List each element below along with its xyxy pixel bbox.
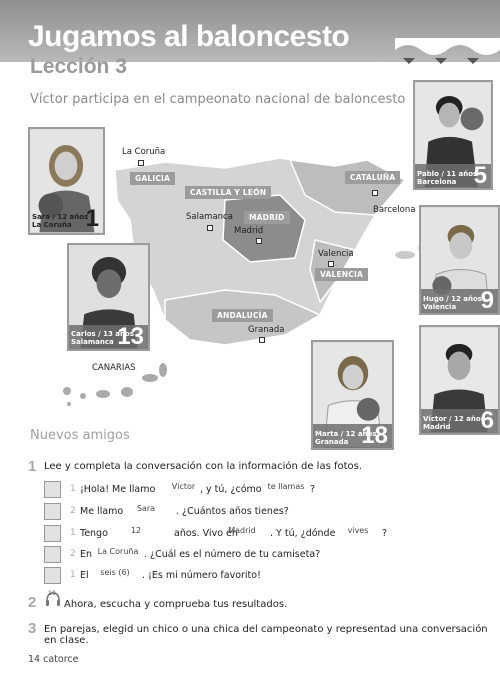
answer-blank[interactable]: 12 [130,526,142,535]
dialogue-text: ¡Hola! Me llamo [80,484,156,495]
avatar [44,525,61,542]
card-caption-name: Hugo / 12 años [423,295,482,303]
card-caption-name: Pablo / 11 años [417,170,478,178]
card-caption-name: Marta / 12 años [315,430,377,438]
city-marker [138,160,144,166]
answer-blank[interactable]: Sara [136,504,156,513]
lesson-label: Lección 3 [30,55,127,78]
card-jersey-number: 1 [85,205,99,232]
exercise-instruction: Lee y completa la conversación con la información de las fotos. [44,461,363,472]
answer-blank[interactable]: Madrid [228,526,256,535]
dialogue-row [44,481,464,501]
player-card-hugo [419,205,500,315]
player-card-pablo [413,80,493,190]
dialogue-row [44,525,464,545]
dialogue-text: En [80,549,93,560]
card-jersey-number: 9 [480,287,494,314]
dialogue-text: . ¡Es mi número favorito! [142,570,261,581]
exercise-number: 1 [28,458,37,475]
region-castilla: CASTILLA Y LEÓN [185,186,271,199]
card-caption-name: Sara / 12 años [32,213,89,221]
answer-blank[interactable]: te llamas [267,482,305,491]
card-caption-city: La Coruña [32,221,72,229]
city-valencia: Valencia [318,249,354,259]
page-title: Jugamos al baloncesto [28,20,350,53]
dialogue-row [44,567,464,587]
region-madrid: MADRID [244,211,290,224]
page-number-digits: 14 [28,654,41,665]
player-card-marta [311,340,394,450]
speaker-index: 2 [70,549,76,559]
card-caption-city: Salamanca [71,338,114,346]
city-barcelona: Barcelona [373,205,416,215]
card-jersey-number: 18 [361,422,388,449]
city-coruna: La Coruña [122,147,166,157]
dialogue-text: años. Vivo en [174,528,238,539]
region-andalucia: ANDALUCÍA [212,309,273,322]
dialogue-row [44,546,464,566]
avatar [44,567,61,584]
dialogue-text: ? [382,528,388,539]
card-jersey-number: 6 [480,407,494,434]
city-marker [207,225,213,231]
exercise-instruction: En parejas, elegid un chico o una chica del campeonato y representad una conversación en clase. [44,624,488,646]
city-granada: Granada [248,325,285,335]
page-number-word: catorce [43,654,79,665]
dialogue-text: El [80,570,89,581]
avatar [44,481,61,498]
answer-blank[interactable]: seis (6) [100,568,130,577]
exercise-instruction: Ahora, escucha y comprueba tus resultados. [64,599,288,610]
card-jersey-number: 13 [117,323,144,350]
section-heading: Nuevos amigos [30,428,130,443]
dialogue-text: Me llamo [80,506,124,517]
avatar [44,503,61,520]
city-marker [372,190,378,196]
city-salamanca: Salamanca [186,212,233,222]
speaker-index: 2 [70,506,76,516]
dialogue-text: . ¿Cuál es el número de tu camiseta? [144,549,321,560]
player-card-sara [28,127,105,235]
dialogue-text: Tengo [80,528,108,539]
city-madrid: Madrid [234,226,264,236]
card-caption-city: Valencia [423,303,457,311]
answer-blank[interactable]: Víctor [171,482,196,491]
dialogue-text: ? [310,484,316,495]
answer-blank[interactable]: vives [347,526,369,535]
player-card-carlos [67,243,150,351]
exercise-number: 2 [28,594,37,611]
card-caption-city: Madrid [423,423,451,431]
speaker-index: 1 [70,570,76,580]
subtitle: Víctor participa en el campeonato nacional de baloncesto [30,92,406,107]
wave-decoration [395,38,500,68]
region-valencia: VALENCIA [315,268,368,281]
card-caption-city: Granada [315,438,349,446]
dialogue-text: , y tú, ¿cómo [200,484,262,495]
city-marker [259,337,265,343]
dialogue-text: . Y tú, ¿dónde [270,528,336,539]
speaker-index: 1 [70,528,76,538]
card-caption-name: Carlos / 13 años [71,330,134,338]
dialogue-row [44,503,464,523]
dialogue-text: . ¿Cuántos años tienes? [176,506,289,517]
speaker-index: 1 [70,484,76,494]
city-marker [256,238,262,244]
avatar [44,546,61,563]
card-caption-city: Barcelona [417,178,457,186]
audio-track-number: 10 [48,590,56,597]
card-caption-name: Víctor / 12 años [423,415,485,423]
region-galicia: GALICIA [130,172,175,185]
answer-blank[interactable]: La Coruña [97,547,139,556]
city-marker [328,261,334,267]
page-number [28,654,78,665]
region-cataluna: CATALUÑA [345,171,400,184]
exercise-number: 3 [28,620,37,637]
canarias-label: CANARIAS [92,363,136,373]
player-card-victor [419,325,500,435]
card-jersey-number: 5 [473,162,487,189]
